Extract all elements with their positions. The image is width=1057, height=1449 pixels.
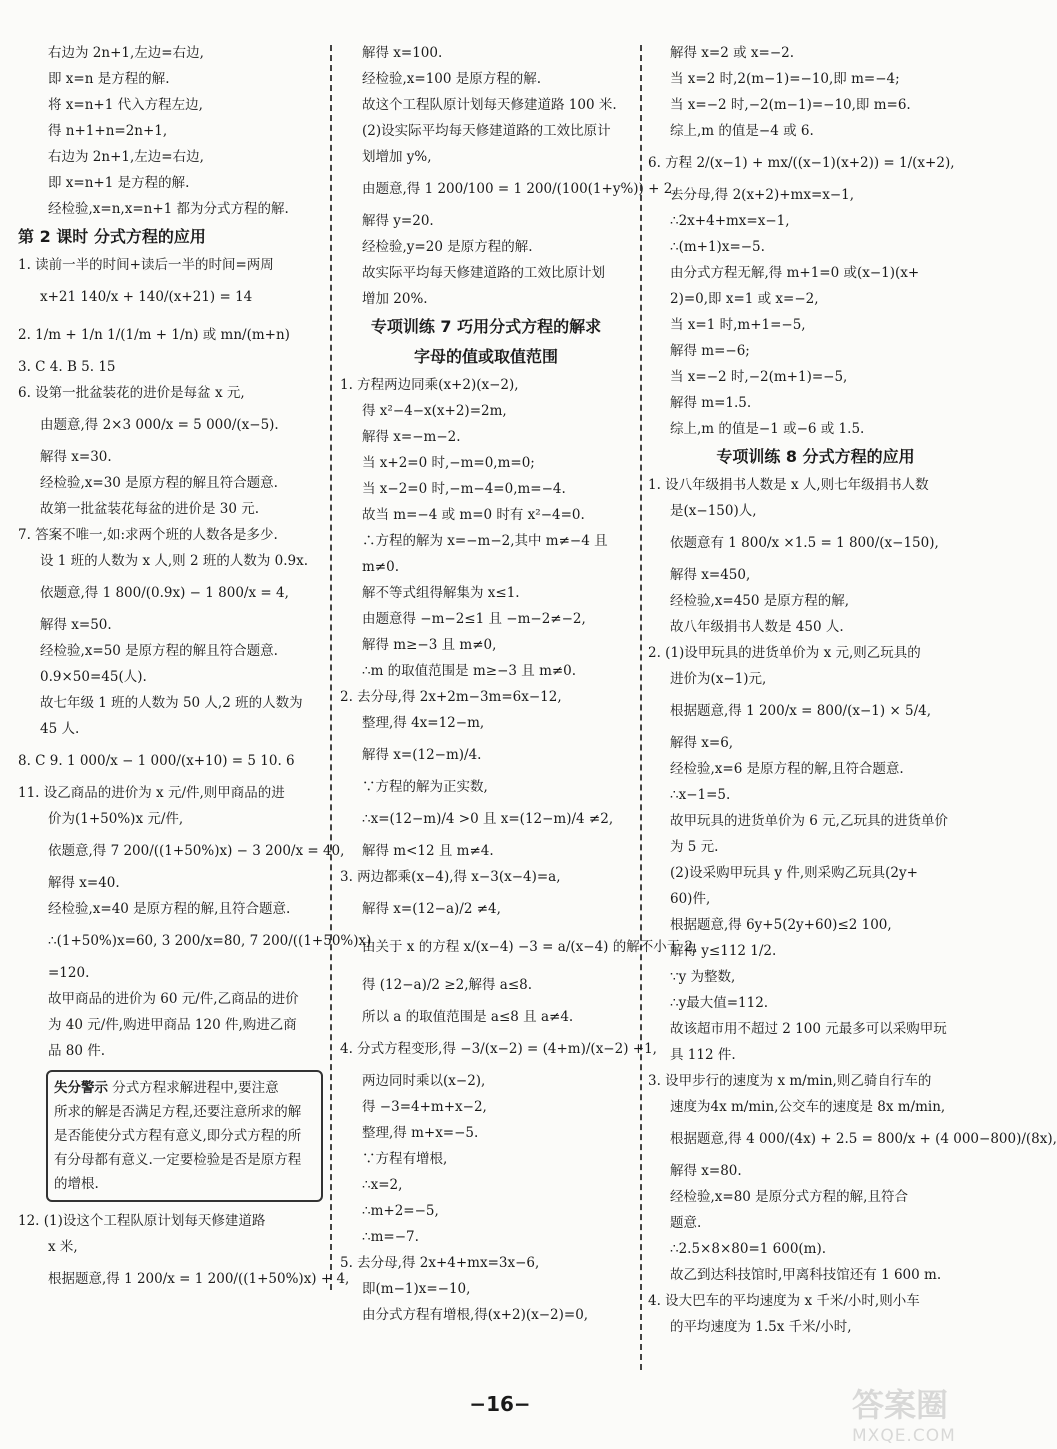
warning-text: 所求的解是否满足方程,还要注意所求的解 [54, 1104, 302, 1120]
text-line: 解得 x=6, [670, 735, 734, 751]
warning-text: 有分母都有意义.一定要检验是否是原方程 [54, 1152, 302, 1168]
text-line: 1. 读前一半的时间+读后一半的时间=两周 [18, 257, 274, 273]
text-line: 经检验,x=80 是原分式方程的解,且符合 [670, 1189, 908, 1205]
equation-line: x+21 140/x + 140/(x+21) = 14 [40, 289, 253, 305]
equation-line: 6. 方程 2/(x−1) + mx/((x−1)(x+2)) = 1/(x+2), [648, 155, 955, 171]
text-line: 经检验,x=450 是原方程的解, [670, 593, 850, 609]
column-3 [648, 40, 1057, 1340]
text-line: 当 x=2 时,2(m−1)=−10,即 m=−4; [670, 71, 900, 87]
text-line: 3. 设甲步行的速度为 x m/min,则乙骑自行车的 [648, 1073, 932, 1089]
warning-text: 的增根. [54, 1176, 99, 1192]
text-line: 解得 x=40. [48, 875, 120, 891]
column-1 [18, 40, 372, 1298]
warning-text: 是否能使分式方程有意义,即分式方程的所 [54, 1128, 302, 1144]
text-line: 解得 x=2 或 x=−2. [670, 45, 795, 61]
text-line: 故该超市用不超过 2 100 元最多可以采购甲玩 [670, 1021, 947, 1037]
text-line: 4. 设大巴车的平均速度为 x 千米/小时,则小车 [648, 1293, 920, 1309]
text-line: 右边为 2n+1,左边=右边, [48, 149, 204, 165]
equation-line: 解得 x=(12−a)/2 ≠4, [362, 901, 501, 917]
column-divider-left [330, 45, 332, 1290]
warning-tag: 失分警示 [54, 1080, 108, 1096]
text-line: 得 −3=4+m+x−2, [362, 1099, 487, 1115]
text-line: 经检验,x=100 是原方程的解. [362, 71, 542, 87]
equation-line: 解得 x=(12−m)/4. [362, 747, 482, 763]
text-line: 品 80 件. [48, 1043, 106, 1059]
text-line: 故这个工程队原计划每天修建道路 100 米. [362, 97, 617, 113]
text-line: 综上,m 的值是−4 或 6. [670, 123, 814, 139]
equation-line: ∴x=(12−m)/4 >0 且 x=(12−m)/4 ≠2, [362, 811, 614, 827]
text-line: 故当 m=−4 或 m=0 时有 x²−4=0. [362, 507, 585, 523]
equation-line: 由题意,得 2×3 000/x = 5 000/(x−5). [40, 417, 279, 433]
text-line: 故第一批盆装花每盆的进价是 30 元. [40, 501, 260, 517]
text-line: 解得 x=30. [40, 449, 112, 465]
text-line: ∵y 为整数, [670, 969, 736, 985]
text-line: 将 x=n+1 代入方程左边, [48, 97, 203, 113]
text-line: 是(x−150)人, [670, 503, 757, 519]
text-line: 经检验,x=6 是原方程的解,且符合题意. [670, 761, 904, 777]
text-line: 当 x=−2 时,−2(m+1)=−5, [670, 369, 848, 385]
equation-line: 由关于 x 的方程 x/(x−4) −3 = a/(x−4) 的解不小于 2, [362, 939, 698, 955]
equation-line: 4. 分式方程变形,得 −3/(x−2) = (4+m)/(x−2) +1, [340, 1041, 657, 1057]
warning-box [46, 1070, 323, 1202]
text-line: ∴m 的取值范围是 m≥−3 且 m≠0. [362, 663, 577, 679]
text-line: 为 5 元. [670, 839, 719, 855]
text-line: 解得 y≤112 1/2. [670, 943, 777, 959]
text-line: 题意. [670, 1215, 702, 1231]
text-line: x 米, [48, 1239, 78, 1255]
text-line: 1. 设八年级捐书人数是 x 人,则七年级捐书人数 [648, 477, 929, 493]
text-line: 由题意得 −m−2≤1 且 −m−2≠−2, [362, 611, 586, 627]
text-line: ∵方程有增根, [362, 1151, 448, 1167]
text-line: 故实际平均每天修建道路的工效比原计划 [362, 265, 605, 281]
text-line: (2)设采购甲玩具 y 件,则采购乙玩具(2y+ [670, 865, 918, 881]
text-line: 划增加 y%, [362, 149, 432, 165]
text-line: 当 x=1 时,m+1=−5, [670, 317, 806, 333]
equation-line: 根据题意,得 1 200/x = 1 200/((1+50%)x) + 4, [48, 1271, 350, 1287]
text-line: 经检验,x=50 是原方程的解且符合题意. [40, 643, 278, 659]
text-line: 当 x=−2 时,−2(m−1)=−10,即 m=6. [670, 97, 911, 113]
text-line: 的平均速度为 1.5x 千米/小时, [670, 1319, 852, 1335]
text-line: 1. 方程两边同乘(x+2)(x−2), [340, 377, 519, 393]
text-line: 解不等式组得解集为 x≤1. [362, 585, 520, 601]
text-line: ∴x=2, [362, 1177, 403, 1193]
text-line: 解得 x=50. [40, 617, 112, 633]
text-line: 故乙到达科技馆时,甲离科技馆还有 1 600 m. [670, 1267, 942, 1283]
text-line: 具 112 件. [670, 1047, 736, 1063]
text-line: m≠0. [362, 559, 399, 575]
text-line: 解得 m≥−3 且 m≠0, [362, 637, 497, 653]
text-line: 经检验,y=20 是原方程的解. [362, 239, 533, 255]
equation-line: 根据题意,得 1 200/x = 800/(x−1) × 5/4, [670, 703, 932, 719]
equation-line: 得 (12−a)/2 ≥2,解得 a≤8. [362, 977, 533, 993]
text-line: 11. 设乙商品的进价为 x 元/件,则甲商品的进 [18, 785, 285, 801]
text-line: =120. [48, 965, 90, 981]
text-line: 60)件, [670, 891, 711, 907]
text-line: 得 n+1+n=2n+1, [48, 123, 168, 139]
text-line: 整理,得 m+x=−5. [362, 1125, 479, 1141]
text-line: 2. (1)设甲玩具的进货单价为 x 元,则乙玩具的 [648, 645, 921, 661]
text-line: 解得 x=100. [362, 45, 443, 61]
text-line: 综上,m 的值是−1 或−6 或 1.5. [670, 421, 865, 437]
watermark-url: MXQE.COM [852, 1426, 956, 1446]
text-line: 为 40 元/件,购进甲商品 120 件,购进乙商 [48, 1017, 297, 1033]
text-line: 两边同时乘以(x−2), [362, 1073, 486, 1089]
text-line: 即 x=n+1 是方程的解. [48, 175, 190, 191]
text-line: 当 x−2=0 时,−m−4=0,m=−4. [362, 481, 566, 497]
equation-line: 依题意,得 7 200/((1+50%)x) − 3 200/x = 40, [48, 843, 345, 859]
text-line: 3. 两边都乘(x−4),得 x−3(x−4)=a, [340, 869, 561, 885]
text-line: 所以 a 的取值范围是 a≤8 且 a≠4. [362, 1009, 574, 1025]
text-line: 经检验,x=30 是原方程的解且符合题意. [40, 475, 278, 491]
text-line: 故甲商品的进价为 60 元/件,乙商品的进价 [48, 991, 299, 1007]
equation-line: 8. C 9. 1 000/x − 1 000/(x+10) = 5 10. 6 [18, 753, 295, 769]
text-line: 5. 去分母,得 2x+4+mx=3x−6, [340, 1255, 540, 1271]
column-divider-right [640, 45, 642, 1370]
equation-line: 依题意,得 1 800/(0.9x) − 1 800/x = 4, [40, 585, 289, 601]
equation-line: 根据题意,得 4 000/(4x) + 2.5 = 800/x + (4 000−800)/(8x), [670, 1131, 1057, 1147]
text-line: 45 人. [40, 721, 80, 737]
text-line: 3. C 4. B 5. 15 [18, 359, 116, 375]
text-line: 速度为4x m/min,公交车的速度是 8x m/min, [670, 1099, 946, 1115]
text-line: 故七年级 1 班的人数为 50 人,2 班的人数为 [40, 695, 303, 711]
text-line: 经检验,x=n,x=n+1 都为分式方程的解. [48, 201, 289, 217]
section-heading-training-7-line-2: 字母的值或取值范围 [413, 347, 558, 366]
text-line: ∴2x+4+mx=x−1, [670, 213, 790, 229]
text-line: ∴m=−7. [362, 1229, 419, 1245]
text-line: 经检验,x=40 是原方程的解,且符合题意. [48, 901, 291, 917]
text-line: 即(m−1)x=−10, [362, 1281, 471, 1297]
text-line: 增加 20%. [362, 291, 428, 307]
text-line: 设 1 班的人数为 x 人,则 2 班的人数为 0.9x. [40, 553, 308, 569]
section-heading-training-7: 专项训练 7 巧用分式方程的解求 [370, 317, 602, 336]
section-heading-lesson-2: 第 2 课时 分式方程的应用 [18, 227, 206, 246]
text-line: 解得 m=−6; [670, 343, 750, 359]
text-line: (2)设实际平均每天修建道路的工效比原计 [362, 123, 611, 139]
warning-text: 分式方程求解进程中,要注意 [112, 1080, 279, 1096]
text-line: 根据题意,得 6y+5(2y+60)≤2 100, [670, 917, 892, 933]
text-line: 进价为(x−1)元, [670, 671, 767, 687]
text-line: 解得 m=1.5. [670, 395, 752, 411]
text-line: 整理,得 4x=12−m, [362, 715, 485, 731]
text-line: 2. 去分母,得 2x+2m−3m=6x−12, [340, 689, 562, 705]
text-line: 即 x=n 是方程的解. [48, 71, 170, 87]
text-line: 去分母,得 2(x+2)+mx=x−1, [670, 187, 855, 203]
text-line: 由分式方程无解,得 m+1=0 或(x−1)(x+ [670, 265, 920, 281]
text-line: 2)=0,即 x=1 或 x=−2, [670, 291, 819, 307]
watermark-text: 答案圈 [852, 1386, 949, 1424]
text-line: 7. 答案不唯一,如:求两个班的人数各是多少. [18, 527, 278, 543]
text-line: 右边为 2n+1,左边=右边, [48, 45, 204, 61]
text-line: 故甲玩具的进货单价为 6 元,乙玩具的进货单价 [670, 813, 948, 829]
section-heading-training-8: 专项训练 8 分式方程的应用 [716, 447, 915, 466]
text-line: ∴x−1=5. [670, 787, 731, 803]
text-line: 当 x+2=0 时,−m=0,m=0; [362, 455, 535, 471]
equation-line: 由题意,得 1 200/100 = 1 200/(100(1+y%)) + 2, [362, 181, 677, 197]
text-line: ∴方程的解为 x=−m−2,其中 m≠−4 且 [362, 533, 608, 549]
watermark-logo [852, 1380, 982, 1446]
text-line: 价为(1+50%)x 元/件, [48, 811, 184, 827]
equation-line: 依题意有 1 800/x ×1.5 = 1 800/(x−150), [670, 535, 939, 551]
equation-line: ∴(1+50%)x=60, 3 200/x=80, 7 200/((1+50%)x) [48, 933, 372, 949]
text-line: 解得 x=−m−2. [362, 429, 461, 445]
text-line: 故八年级捐书人数是 450 人. [670, 619, 844, 635]
text-line: 得 x²−4−x(x+2)=2m, [362, 403, 507, 419]
text-line: ∴m+2=−5, [362, 1203, 439, 1219]
text-line: 解得 x=450, [670, 567, 751, 583]
equation-line: 2. 1/m + 1/n 1/(1/m + 1/n) 或 mn/(m+n) [18, 327, 290, 343]
page-number: −16− [469, 1392, 531, 1416]
text-line: 解得 m<12 且 m≠4. [362, 843, 494, 859]
text-line: ∴2.5×8×80=1 600(m). [670, 1241, 827, 1257]
text-line: 12. (1)设这个工程队原计划每天修建道路 [18, 1213, 266, 1229]
text-line: 解得 x=80. [670, 1163, 742, 1179]
text-line: 解得 y=20. [362, 213, 434, 229]
text-line: 由分式方程有增根,得(x+2)(x−2)=0, [362, 1307, 589, 1323]
text-line: ∵方程的解为正实数, [362, 779, 488, 795]
text-line: 6. 设第一批盆装花的进价是每盆 x 元, [18, 385, 245, 401]
text-line: ∴y最大值=112. [670, 995, 769, 1011]
text-line: ∴(m+1)x=−5. [670, 239, 765, 255]
text-line: 0.9×50=45(人). [40, 669, 147, 685]
